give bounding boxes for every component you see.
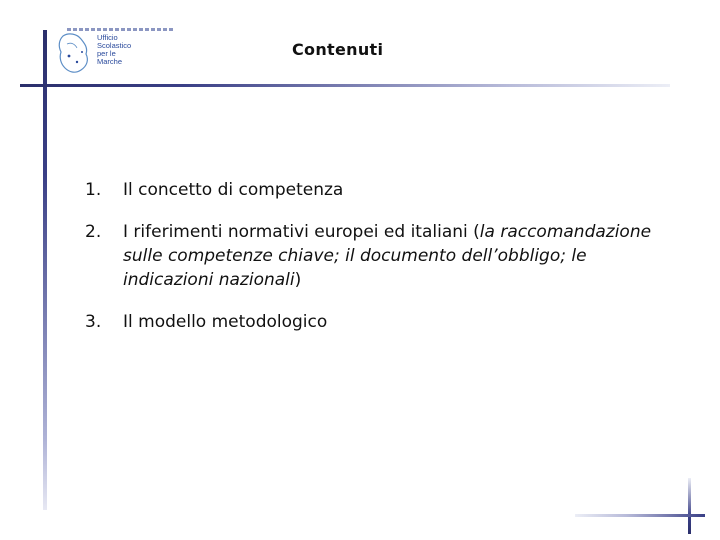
contents-list [85, 178, 665, 334]
office-logo [55, 26, 175, 81]
item-text-before: I riferimenti normativi europei ed italiani ( [123, 222, 480, 242]
logo-line: Marche [97, 57, 123, 66]
item-text-after: ) [294, 270, 302, 290]
frame-horizontal-line [20, 84, 670, 87]
list-item [85, 220, 665, 292]
item-number: 2. [85, 222, 102, 242]
list-item [85, 310, 665, 334]
item-number: 1. [85, 180, 102, 200]
corner-horizontal-line [575, 514, 705, 517]
slide-title: Contenuti [292, 40, 384, 59]
list-item [85, 178, 665, 202]
item-text-italic: la raccomandazione sulle competenze chiave; il documento dell’obbligo; le indicazioni nazionali [123, 222, 652, 290]
logo-line: per le [97, 49, 116, 58]
logo-text [97, 34, 131, 66]
logo-line: Scolastico [97, 41, 132, 50]
frame-vertical-line [43, 30, 47, 510]
regional-map-icon [55, 30, 95, 78]
item-number: 3. [85, 312, 102, 332]
corner-vertical-line [688, 478, 691, 534]
item-text: Il concetto di competenza [123, 180, 344, 200]
logo-line: Ufficio [97, 33, 118, 42]
item-text: Il modello metodologico [123, 312, 328, 332]
